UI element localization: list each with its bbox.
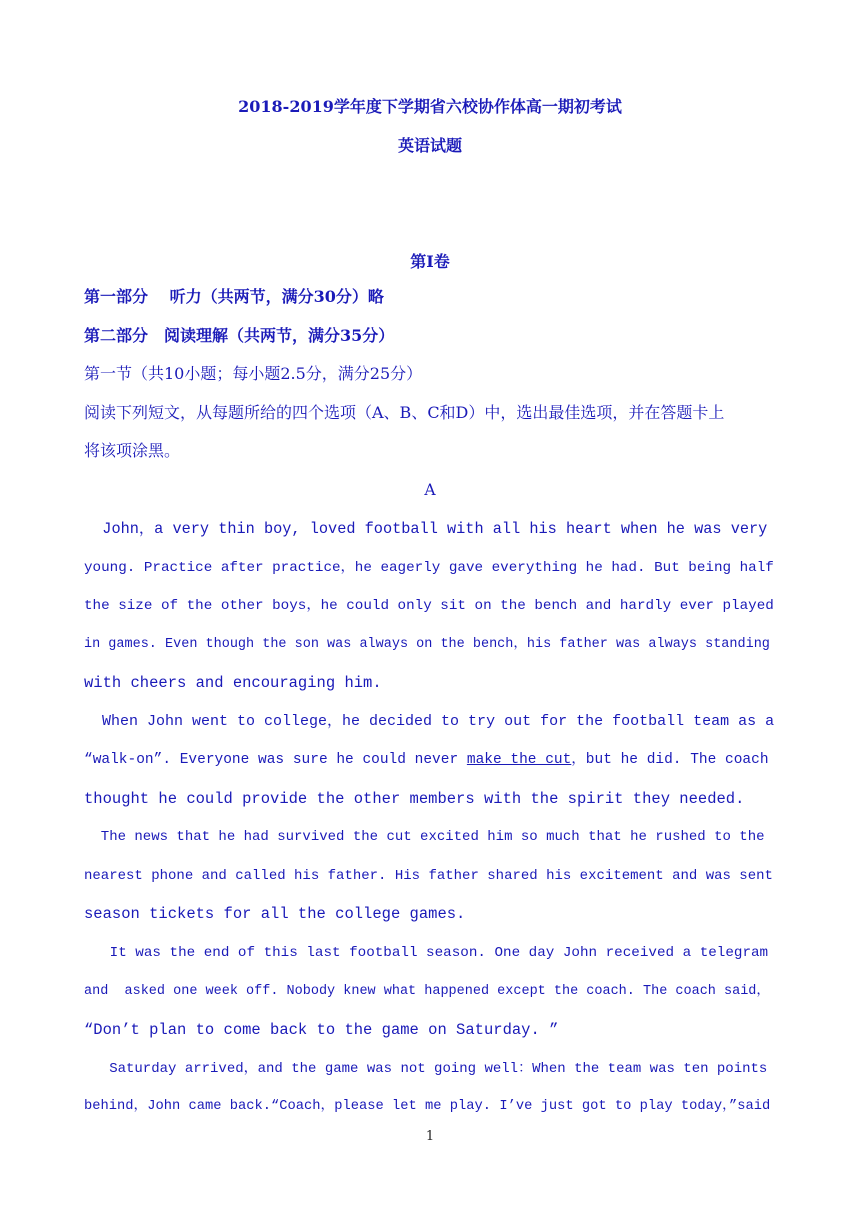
instruction-line-1: 阅读下列短文，从每题所给的四个选项（A、B、C和D）中，选出最佳选项，并在答题卡上 <box>84 403 725 422</box>
passage-line: It was the end of this last football season. One day John received a telegram <box>84 945 769 961</box>
passage-line: behind，John came back.“Coach，please let me play. I’ve just got to play today，”said <box>84 1099 771 1114</box>
passage-line: When John went to college，he decided to try out for the football team as a <box>84 713 775 730</box>
volume-heading: 第Ⅰ卷 <box>410 252 450 271</box>
passage-line: and asked one week off. Nobody knew what happened except the coach. The coach said， <box>84 984 770 999</box>
exam-subtitle: 英语试题 <box>397 136 462 155</box>
passage-line: “Don’t plan to come back to the game on Saturday. ” <box>84 1021 559 1039</box>
passage-line: the size of the other boys，he could only sit on the bench and hardly ever played <box>84 598 774 614</box>
section1-heading: 第一节（共10小题；每小题2.5分，满分25分） <box>84 364 423 383</box>
passage-label: A <box>424 481 436 499</box>
part1-heading: 第一部分 听力（共两节，满分30分）略 <box>84 287 384 306</box>
passage-text: “walk-on”. Everyone was sure he could never <box>84 752 459 768</box>
passage-line-with-underline <box>84 750 769 770</box>
passage-line: thought he could provide the other members with the spirit they needed. <box>84 790 745 808</box>
passage-line: season tickets for all the college games. <box>84 905 466 923</box>
underlined-phrase: make the cut <box>466 752 572 768</box>
part2-heading: 第二部分 阅读理解（共两节，满分35分） <box>84 326 395 345</box>
page-number: 1 <box>425 1129 435 1144</box>
instruction-line-2: 将该项涂黑。 <box>84 441 181 460</box>
passage-text: ，but he did. The coach <box>571 752 769 768</box>
passage-line: nearest phone and called his father. His father shared his excitement and was sent <box>84 868 773 884</box>
passage-line: Saturday arrived，and the game was not going well：When the team was ten points <box>84 1061 768 1077</box>
exam-title: 2018-2019学年度下学期省六校协作体高一期初考试 <box>238 97 622 116</box>
passage-line: with cheers and encouraging him. <box>84 674 382 692</box>
passage-line: John，a very thin boy, loved football with all his heart when he was very <box>84 520 768 538</box>
passage-line: in games. Even though the son was always on the bench，his father was always standing <box>84 637 770 652</box>
passage-line: The news that he had survived the cut excited him so much that he rushed to the <box>84 829 765 845</box>
passage-line: young. Practice after practice，he eagerly gave everything he had. But being half <box>84 560 774 576</box>
